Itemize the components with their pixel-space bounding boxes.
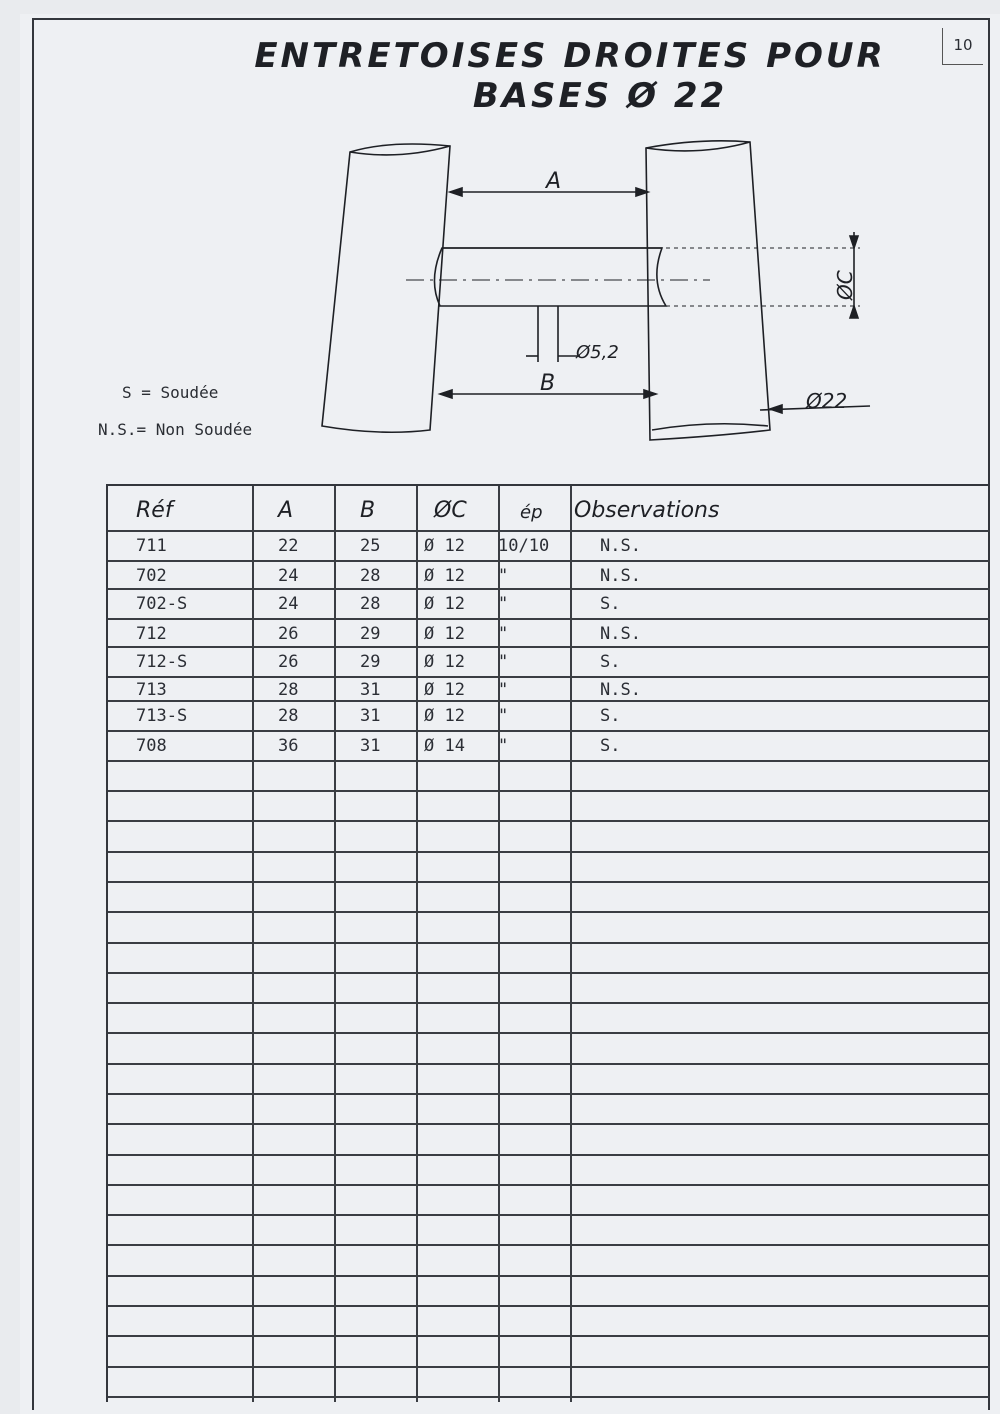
header-ref: Réf — [136, 498, 173, 523]
row-divider — [108, 972, 990, 974]
cell-ref: 713 — [136, 680, 167, 700]
row-divider — [108, 1335, 990, 1337]
label-b: B — [540, 371, 556, 396]
row-divider — [108, 1305, 990, 1307]
row-divider — [108, 760, 990, 762]
cell-b: 28 — [360, 594, 381, 614]
column-divider — [334, 486, 336, 1402]
row-divider — [108, 1366, 990, 1368]
spacer-body — [434, 248, 666, 306]
label-c: ØC — [833, 270, 857, 300]
cell-ep: " — [498, 594, 509, 614]
cell-c: Ø 14 — [424, 736, 465, 756]
cell-c: Ø 12 — [424, 680, 465, 700]
title-line-2: BASES Ø 22 — [472, 76, 728, 116]
cell-ref: 702 — [136, 566, 167, 586]
cell-b: 31 — [360, 736, 381, 756]
row-divider — [108, 560, 990, 562]
cell-ep: " — [498, 624, 509, 644]
left-tube — [322, 144, 450, 432]
cell-b: 31 — [360, 706, 381, 726]
cell-c: Ø 12 — [424, 536, 465, 556]
cell-a: 26 — [278, 624, 299, 644]
row-divider — [108, 588, 990, 590]
row-divider — [108, 942, 990, 944]
cell-observation: N.S. — [600, 536, 641, 556]
cell-observation: N.S. — [600, 624, 641, 644]
cell-c: Ø 12 — [424, 594, 465, 614]
row-divider — [108, 730, 990, 732]
column-divider — [252, 486, 254, 1402]
legend-non-soudee: N.S.= Non Soudée — [98, 420, 253, 439]
cell-ep: " — [498, 706, 509, 726]
row-divider — [108, 700, 990, 702]
row-divider — [108, 1032, 990, 1034]
cell-b: 28 — [360, 566, 381, 586]
cell-observation: N.S. — [600, 680, 641, 700]
cell-ref: 712 — [136, 624, 167, 644]
cell-ref: 708 — [136, 736, 167, 756]
row-divider — [108, 820, 990, 822]
cell-observation: S. — [600, 594, 621, 614]
cell-c: Ø 12 — [424, 706, 465, 726]
cell-a: 36 — [278, 736, 299, 756]
cell-a: 28 — [278, 680, 299, 700]
cell-b: 29 — [360, 652, 381, 672]
row-divider — [108, 1063, 990, 1065]
row-divider — [108, 1123, 990, 1125]
row-divider — [108, 618, 990, 620]
row-divider — [108, 1184, 990, 1186]
cell-a: 26 — [278, 652, 299, 672]
cell-observation: S. — [600, 652, 621, 672]
row-divider — [108, 881, 990, 883]
row-divider — [108, 646, 990, 648]
cell-a: 22 — [278, 536, 299, 556]
cell-ep: 10/10 — [498, 536, 550, 556]
cell-ep: " — [498, 680, 509, 700]
cell-c: Ø 12 — [424, 652, 465, 672]
title-line-1: ENTRETOISES DROITES POUR — [254, 36, 886, 76]
cell-ref: 713-S — [136, 706, 188, 726]
row-divider — [108, 530, 990, 532]
spacer-table — [106, 484, 990, 1402]
row-divider — [108, 911, 990, 913]
row-divider — [108, 676, 990, 678]
cell-a: 28 — [278, 706, 299, 726]
cell-c: Ø 12 — [424, 624, 465, 644]
row-divider — [108, 790, 990, 792]
cell-observation: N.S. — [600, 566, 641, 586]
row-divider — [108, 1154, 990, 1156]
row-divider — [108, 1093, 990, 1095]
column-divider — [416, 486, 418, 1402]
cell-ref: 712-S — [136, 652, 188, 672]
row-divider — [108, 1214, 990, 1216]
cell-b: 31 — [360, 680, 381, 700]
right-tube — [646, 141, 770, 440]
header-observations: Observations — [574, 498, 720, 523]
label-tube: Ø22 — [806, 389, 848, 413]
cell-observation: S. — [600, 736, 621, 756]
cell-ep: " — [498, 652, 509, 672]
label-a: A — [546, 169, 562, 194]
header-b: B — [360, 498, 376, 523]
cell-ref: 702-S — [136, 594, 188, 614]
cell-a: 24 — [278, 594, 299, 614]
header-a: A — [278, 498, 294, 523]
cell-c: Ø 12 — [424, 566, 465, 586]
legend-soudee: S = Soudée — [122, 383, 219, 402]
cell-b: 29 — [360, 624, 381, 644]
header-c: ØC — [434, 498, 467, 523]
cell-ep: " — [498, 566, 509, 586]
header-ep: ép — [520, 502, 543, 523]
row-divider — [108, 1244, 990, 1246]
cell-b: 25 — [360, 536, 381, 556]
technical-drawing — [290, 130, 890, 470]
row-divider — [108, 1275, 990, 1277]
row-divider — [108, 1002, 990, 1004]
row-divider — [108, 1396, 990, 1398]
cell-a: 24 — [278, 566, 299, 586]
cell-ref: 711 — [136, 536, 167, 556]
column-divider — [570, 486, 572, 1402]
cell-observation: S. — [600, 706, 621, 726]
cell-ep: " — [498, 736, 509, 756]
label-hole: Ø5,2 — [576, 342, 619, 363]
page-number: 10 — [942, 28, 983, 65]
row-divider — [108, 851, 990, 853]
